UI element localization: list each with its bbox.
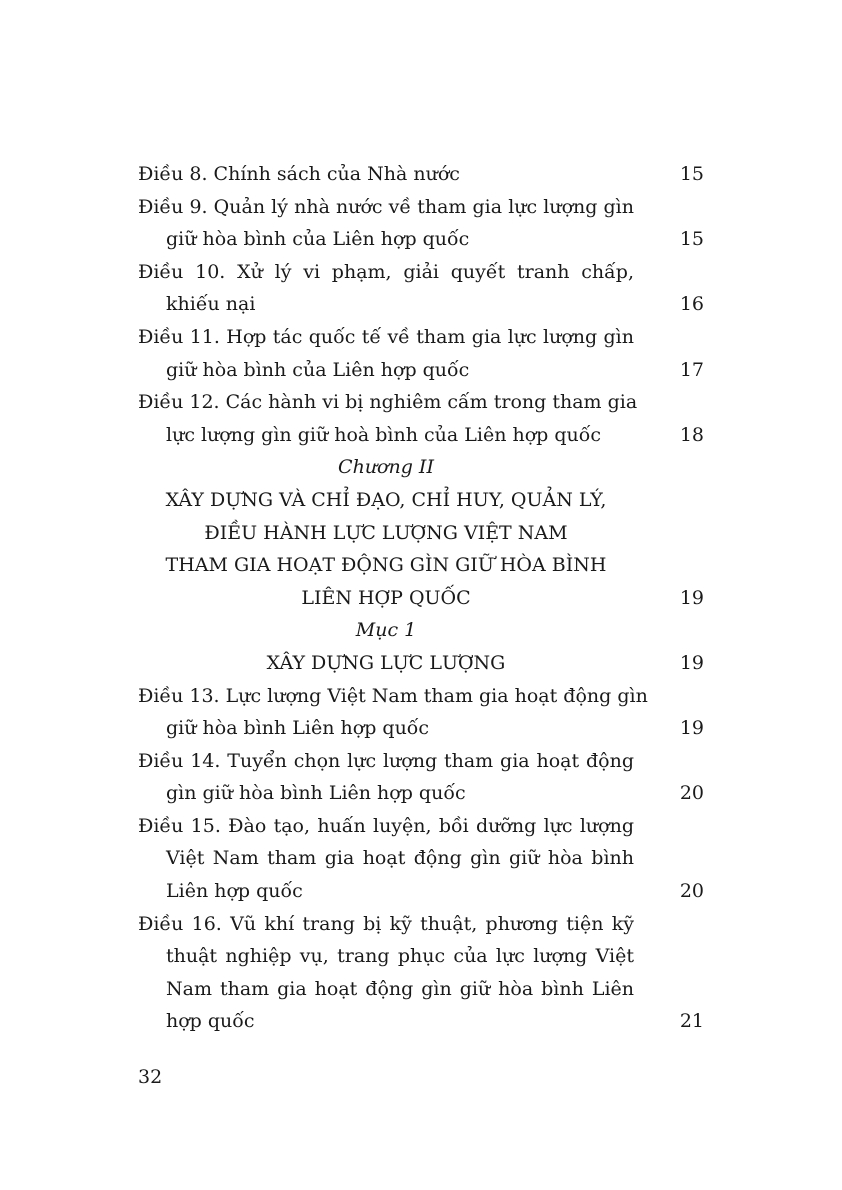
section-label: [138, 614, 704, 647]
chapter-title-text: ĐIỀU HÀNH LỰC LƯỢNG VIỆT NAM: [204, 521, 568, 544]
toc-entry-art14-cont[interactable]: [138, 777, 704, 810]
toc-entry-text: giữ hòa bình của Liên hợp quốc: [166, 358, 470, 381]
section-title-text: XÂY DỰNG LỰC LƯỢNG: [266, 651, 506, 674]
toc-entry-art15-cont[interactable]: [138, 842, 704, 875]
toc-entry-text: Liên hợp quốc: [166, 880, 303, 903]
toc-entry-text: lực lượng gìn giữ hoà bình của Liên hợp quốc: [166, 423, 602, 446]
section-title-line[interactable]: [138, 647, 704, 680]
toc-entry-art11[interactable]: [138, 321, 704, 354]
toc-entry-art8[interactable]: [138, 158, 704, 191]
toc-entry-text: Điều 16. Vũ khí trang bị kỹ thuật, phương tiện kỹ: [138, 912, 634, 935]
toc-page-number: 20: [679, 782, 704, 805]
toc-entry-art13-cont[interactable]: [138, 712, 704, 745]
toc-entry-art16-cont[interactable]: [138, 940, 704, 973]
chapter-label-text: Chương II: [338, 456, 434, 479]
toc-page-number: 18: [679, 423, 704, 446]
toc-entry-art16-cont[interactable]: [138, 1005, 704, 1038]
toc-page-number: 20: [679, 880, 704, 903]
toc-entry-text: Nam tham gia hoạt động gìn giữ hòa bình Liên: [166, 977, 634, 1000]
toc-entry-text: Điều 8. Chính sách của Nhà nước: [138, 163, 460, 185]
toc-entry-art12-cont[interactable]: [138, 419, 704, 452]
toc-entry-art15-cont[interactable]: [138, 875, 704, 908]
toc-entry-art9[interactable]: [138, 191, 704, 224]
toc-page-number: 19: [679, 717, 704, 740]
toc-entry-art13[interactable]: [138, 680, 704, 713]
toc-entry-art10-cont[interactable]: [138, 288, 704, 321]
chapter-title-line[interactable]: [138, 484, 704, 517]
toc-entry-art11-cont[interactable]: [138, 354, 704, 387]
toc-page-number: 21: [679, 1010, 704, 1033]
toc-entry-art15[interactable]: [138, 810, 704, 843]
toc-page-number: 19: [679, 586, 704, 609]
toc-entry-text: Điều 15. Đào tạo, huấn luyện, bồi dưỡng lực lượng: [138, 814, 634, 837]
toc-entry-text: hợp quốc: [166, 1010, 255, 1033]
toc-entry-art14[interactable]: [138, 745, 704, 778]
section-label-text: Mục 1: [355, 619, 417, 642]
page-footer-number: 32: [138, 1066, 163, 1088]
toc-entry-text: Điều 9. Quản lý nhà nước về tham gia lực lượng gìn: [138, 195, 634, 218]
chapter-label: [138, 451, 704, 484]
toc-page-number: 19: [679, 651, 704, 674]
toc-page-number: 15: [679, 163, 704, 185]
chapter-title-text: THAM GIA HOẠT ĐỘNG GÌN GIỮ HÒA BÌNH: [165, 554, 607, 577]
toc-entry-text: Điều 13. Lực lượng Việt Nam tham gia hoạt động gìn: [138, 684, 648, 707]
chapter-title-line[interactable]: [138, 582, 704, 615]
toc-page-number: 17: [679, 358, 704, 381]
chapter-title-text: LIÊN HỢP QUỐC: [301, 586, 471, 609]
chapter-title-line[interactable]: [138, 517, 704, 550]
toc-entry-text: gìn giữ hòa bình Liên hợp quốc: [166, 782, 466, 805]
toc-entry-text: giữ hòa bình của Liên hợp quốc: [166, 228, 470, 251]
table-of-contents: [138, 158, 704, 1038]
chapter-title-line[interactable]: [138, 549, 704, 582]
toc-entry-art12[interactable]: [138, 386, 704, 419]
toc-entry-text: Điều 14. Tuyển chọn lực lượng tham gia hoạt động: [138, 749, 634, 772]
chapter-title-text: XÂY DỰNG VÀ CHỈ ĐẠO, CHỈ HUY, QUẢN LÝ,: [165, 488, 607, 511]
toc-entry-text: khiếu nại: [166, 293, 256, 316]
toc-entry-art16-cont[interactable]: [138, 973, 704, 1006]
toc-page-number: 16: [679, 293, 704, 316]
toc-entry-text: Điều 12. Các hành vi bị nghiêm cấm trong tham gia: [138, 391, 638, 414]
toc-page-number: 15: [679, 228, 704, 251]
toc-entry-art16[interactable]: [138, 908, 704, 941]
toc-entry-text: Điều 10. Xử lý vi phạm, giải quyết tranh chấp,: [138, 260, 634, 283]
toc-entry-art10[interactable]: [138, 256, 704, 289]
toc-entry-text: thuật nghiệp vụ, trang phục của lực lượng Việt: [166, 945, 634, 968]
toc-entry-text: Điều 11. Hợp tác quốc tế về tham gia lực lượng gìn: [138, 325, 634, 348]
toc-entry-text: Việt Nam tham gia hoạt động gìn giữ hòa bình: [166, 847, 634, 870]
toc-entry-text: giữ hòa bình Liên hợp quốc: [166, 717, 430, 740]
toc-entry-art9-cont[interactable]: [138, 223, 704, 256]
